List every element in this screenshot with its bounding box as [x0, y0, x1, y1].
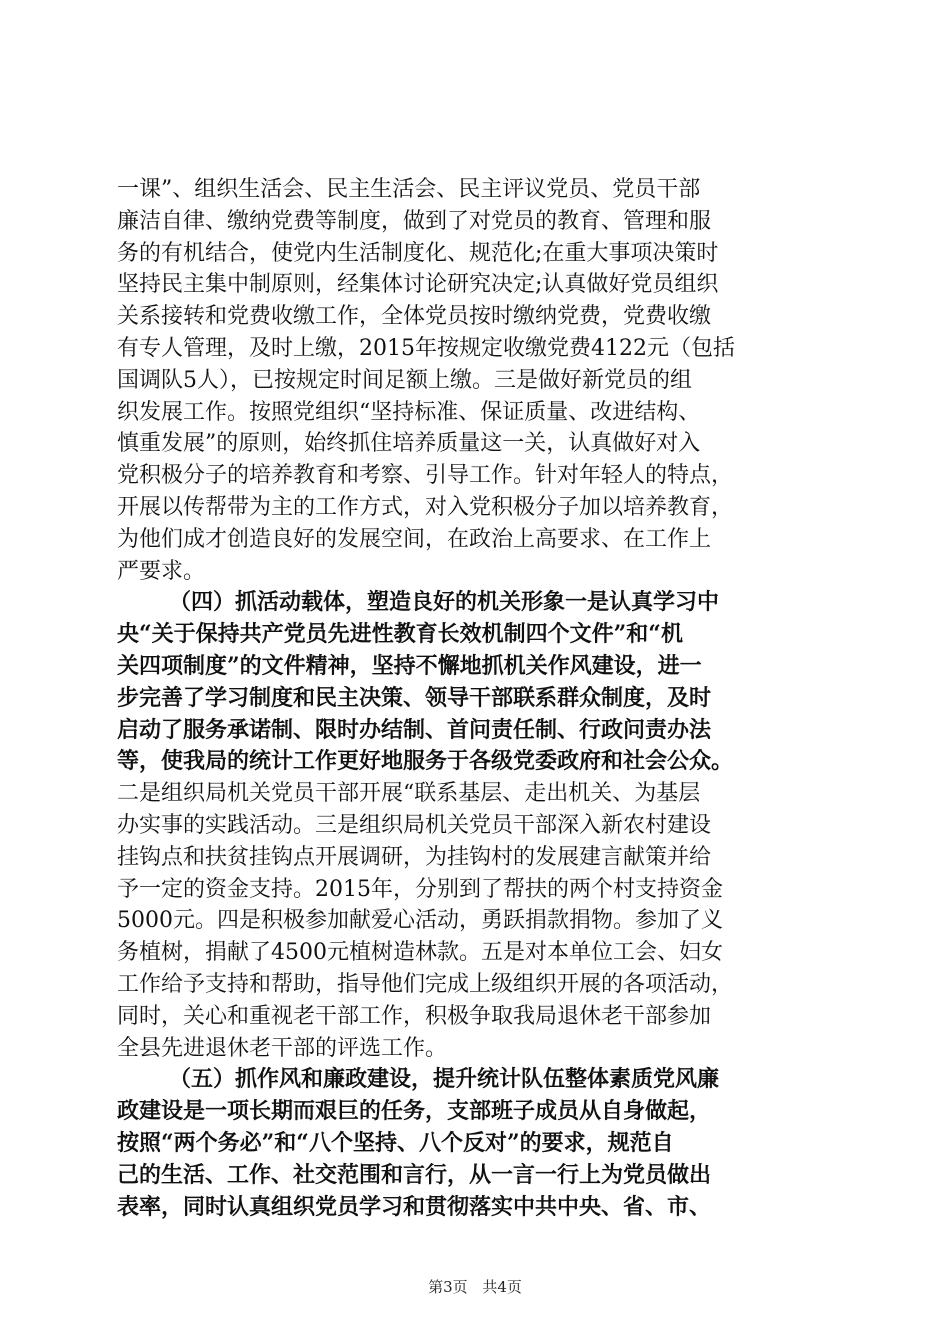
text-line: 予一定的资金支持。2015年，分别到了帮扶的两个村支持资金 [117, 876, 723, 902]
text-line: 廉洁自律、缴纳党费等制度，做到了对党员的教育、管理和服 [117, 208, 712, 234]
text-line: 务的有机结合，使党内生活制度化、规范化;在重大事项决策时 [117, 240, 719, 266]
text-line: 启动了服务承诺制、限时办结制、首问责任制、行政问责办法 [117, 716, 712, 743]
text-line: 办实事的实践活动。三是组织局机关党员干部深入新农村建设 [117, 812, 712, 838]
text-line: 等，使我局的统计工作更好地服务于各级党委政府和社会公众。 [117, 748, 734, 775]
text-line: 党积极分子的培养教育和考察、引导工作。针对年轻人的特点， [117, 463, 734, 489]
text-line: 织发展工作。按照党组织“坚持标准、保证质量、改进结构、 [117, 399, 701, 425]
text-line: 挂钩点和扶贫挂钩点开展调研，为挂钩村的发展建言献策并给 [117, 844, 712, 870]
text-line: 央“关于保持共产党员先进性教育长效机制四个文件”和“机 [117, 621, 683, 648]
text-line: 坚持民主集中制原则，经集体讨论研究决定;认真做好党员组织 [117, 272, 719, 298]
text-line: 全县先进退休老干部的评选工作。 [117, 1035, 448, 1061]
text-line: 国调队5人），已按规定时间足额上缴。三是做好新党员的组 [117, 367, 692, 393]
text-line: 政建设是一项长期而艰巨的任务，支部班子成员从自身做起， [117, 1098, 712, 1125]
text-line: 一课”、组织生活会、民主生活会、民主评议党员、党员干部 [117, 177, 701, 202]
text-line: 关四项制度”的文件精神，坚持不懈地抓机关作风建设，进一 [117, 652, 702, 679]
text-line: （五）抓作风和廉政建设，提升统计队伍整体素质党风廉 [169, 1066, 720, 1093]
text-line: 5000元。四是积极参加献爱心活动，勇跃捐款捐物。参加了义 [117, 908, 723, 934]
page-number: 第3页 [428, 1278, 468, 1296]
page-total: 共4页 [482, 1278, 522, 1296]
text-line: 慎重发展”的原则，始终抓住培养质量这一关，认真做好对入 [117, 431, 701, 457]
text-line: 二是组织局机关党员干部开展“联系基层、走出机关、为基层 [117, 781, 701, 807]
text-line: 同时，关心和重视老干部工作，积极争取我局退休老干部参加 [117, 1003, 712, 1029]
text-line: 严要求。 [117, 558, 206, 584]
document-body [117, 174, 833, 1223]
text-line: 有专人管理，及时上缴，2015年按规定收缴党费4122元（包括 [117, 335, 735, 361]
text-line: 务植树，捐献了4500元植树造林款。五是对本单位工会、妇女 [117, 940, 723, 966]
text-line: 关系接转和党费收缴工作，全体党员按时缴纳党费，党费收缴 [117, 304, 712, 330]
text-line: 工作给予支持和帮助，指导他们完成上级组织开展的各项活动， [117, 971, 734, 997]
text-line: 表率，同时认真组织党员学习和贯彻落实中共中央、省、市、 [117, 1193, 712, 1220]
text-line: 己的生活、工作、社交范围和言行，从一言一行上为党员做出 [117, 1161, 712, 1188]
text-line: 步完善了学习制度和民主决策、领导干部联系群众制度，及时 [117, 684, 712, 711]
text-line: 开展以传帮带为主的工作方式，对入党积极分子加以培养教育， [117, 494, 734, 520]
text-line: （四）抓活动载体，塑造良好的机关形象一是认真学习中 [169, 589, 720, 616]
text-line: 按照“两个务必”和“八个坚持、八个反对”的要求，规范自 [117, 1129, 674, 1156]
text-line: 为他们成才创造良好的发展空间，在政治上高要求、在工作上 [117, 526, 712, 552]
page-footer [0, 1276, 950, 1297]
